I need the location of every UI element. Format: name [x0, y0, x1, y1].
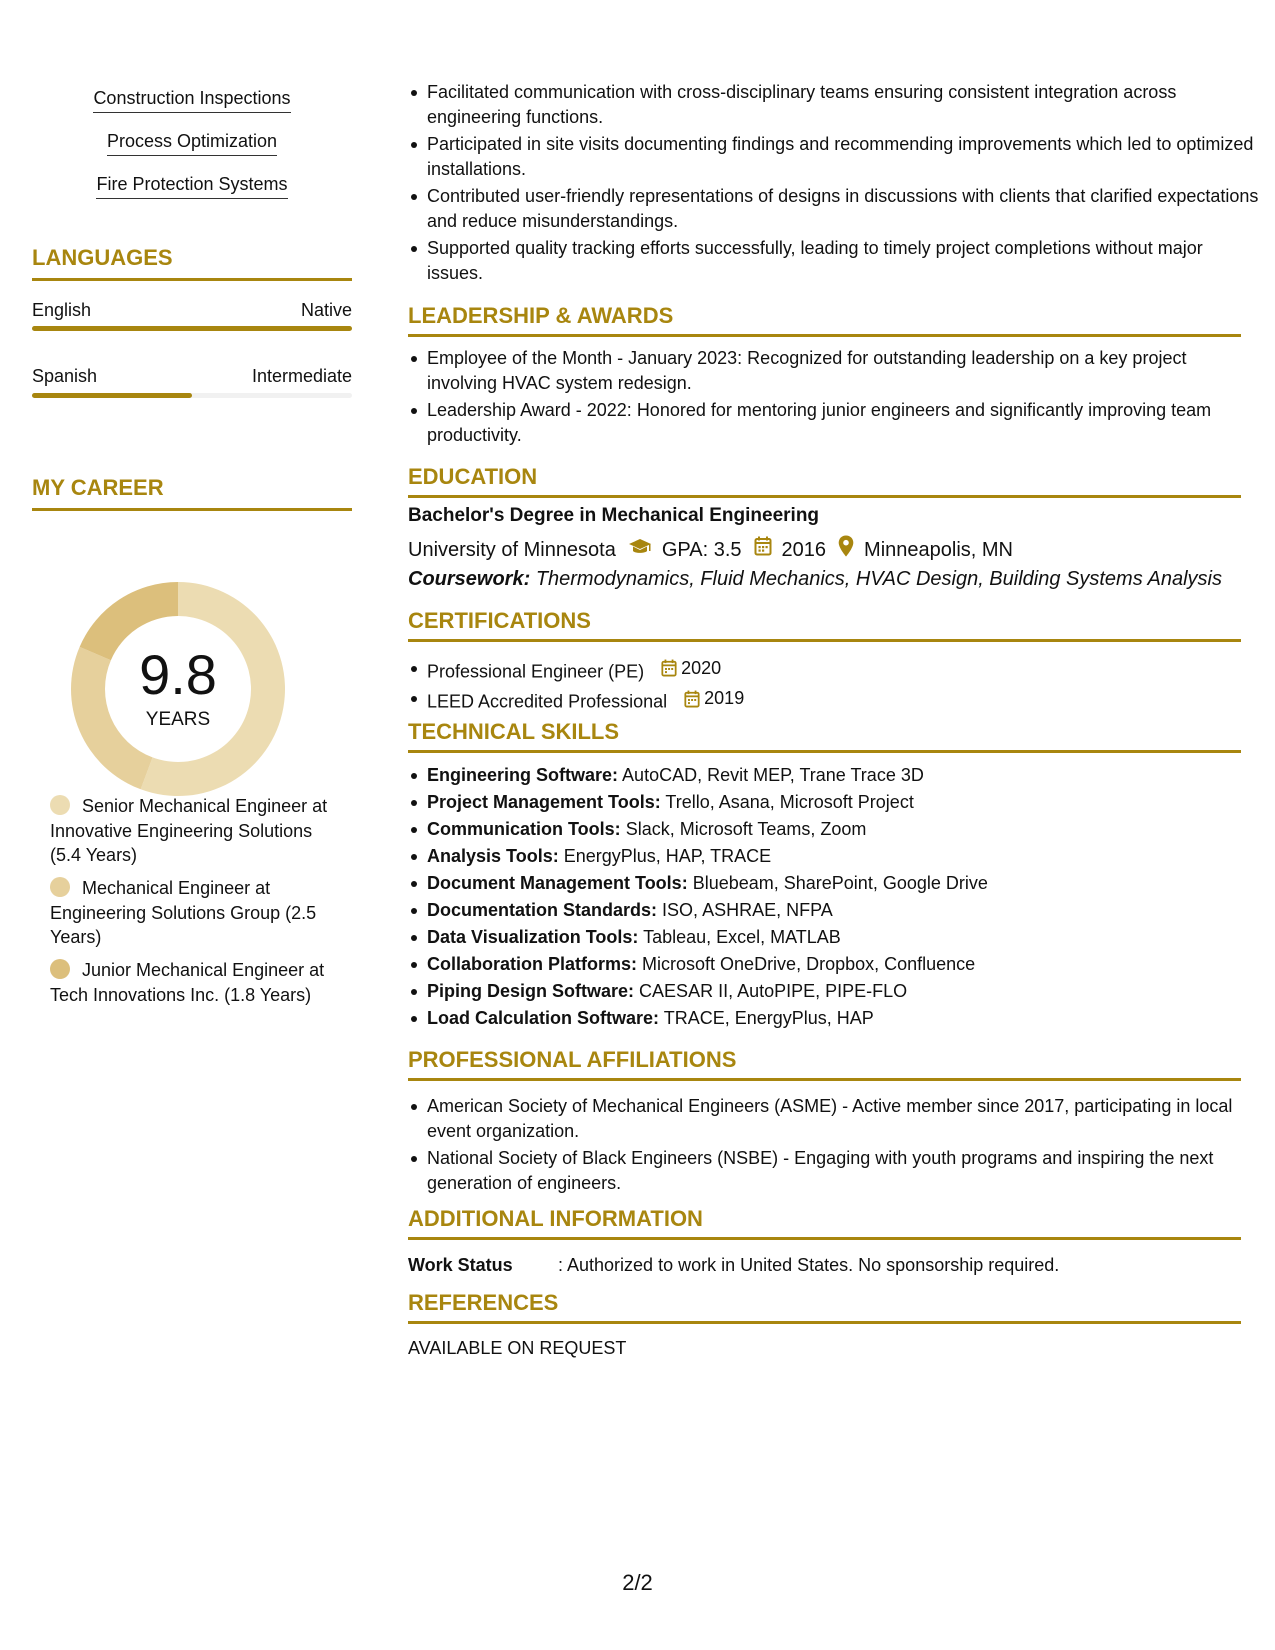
language-level: Intermediate [251, 366, 352, 386]
skill-label: Project Management Tools: [427, 792, 661, 812]
donut-slice [80, 582, 178, 660]
technical-skills-list [408, 763, 1260, 1033]
experience-bullets [408, 80, 1260, 288]
skill-tag-label: Construction Inspections [93, 86, 290, 113]
education-location: Minneapolis, MN [864, 538, 1013, 561]
list-item [427, 952, 1260, 977]
career-legend-label: Mechanical Engineer at Engineering Solutions Group (2.5 Years) [50, 878, 317, 947]
list-item: Employee of the Month - January 2023: Recognized for outstanding leadership on a key project involving HVAC system redesign. [427, 346, 1260, 395]
language-row [32, 298, 352, 322]
list-item [427, 871, 1260, 896]
coursework-value: Thermodynamics, Fluid Mechanics, HVAC Design, Building Systems Analysis [535, 568, 1222, 590]
affiliations-list [408, 1094, 1260, 1198]
education-details [408, 535, 1013, 564]
skill-value: Slack, Microsoft Teams, Zoom [625, 819, 867, 839]
additional-info-heading: ADDITIONAL INFORMATION [408, 1205, 1241, 1240]
language-proficiency-fill [32, 393, 192, 398]
certification-name: Professional Engineer (PE) [427, 661, 645, 682]
language-proficiency-bar [32, 393, 352, 398]
list-item [427, 898, 1260, 923]
skill-label: Collaboration Platforms: [427, 954, 638, 974]
skill-label: Document Management Tools: [427, 873, 688, 893]
skill-value: Trello, Asana, Microsoft Project [665, 792, 914, 812]
skill-value: AutoCAD, Revit MEP, Trane Trace 3D [622, 765, 924, 785]
education-coursework [408, 566, 1222, 592]
education-gpa: GPA: 3.5 [661, 538, 742, 561]
skill-tag-label: Process Optimization [107, 129, 277, 156]
skill-label: Analysis Tools: [427, 846, 559, 866]
map-pin-icon [838, 535, 854, 564]
list-item [427, 1006, 1260, 1031]
career-legend-label: Senior Mechanical Engineer at Innovative Engineering Solutions (5.4 Years) [50, 796, 328, 865]
education-year: 2016 [781, 538, 827, 561]
list-item [427, 925, 1260, 950]
skill-tag [32, 129, 352, 156]
references-heading: REFERENCES [408, 1289, 1241, 1324]
graduation-cap-icon [628, 537, 652, 563]
skill-tag-label: Fire Protection Systems [96, 172, 287, 199]
career-total-unit: YEARS [145, 709, 211, 730]
language-level: Native [300, 300, 352, 320]
certification-year: 2020 [681, 658, 722, 678]
work-status-label: Work Status [408, 1255, 513, 1275]
skill-tag [32, 172, 352, 199]
donut-slice [71, 647, 153, 789]
skill-value: Tableau, Excel, MATLAB [643, 927, 841, 947]
skill-label: Documentation Standards: [427, 900, 658, 920]
list-item: Participated in site visits documenting findings and recommending improvements which led to optimized installations. [427, 132, 1260, 181]
skill-value: EnergyPlus, HAP, TRACE [563, 846, 772, 866]
skill-value: TRACE, EnergyPlus, HAP [663, 1008, 874, 1028]
list-item: Supported quality tracking efforts successfully, leading to timely project completions without major issues. [427, 236, 1260, 285]
language-name: Spanish [32, 366, 98, 386]
list-item [427, 686, 1260, 714]
certifications-heading: CERTIFICATIONS [408, 607, 1241, 642]
list-item: American Society of Mechanical Engineers (ASME) - Active member since 2017, participating in local event organization. [427, 1094, 1260, 1143]
certification-name: LEED Accredited Professional [427, 691, 668, 712]
list-item [427, 979, 1260, 1004]
career-legend-item [50, 958, 332, 1007]
career-legend-item [50, 794, 332, 868]
career-donut-chart [66, 577, 290, 801]
skill-label: Engineering Software: [427, 765, 619, 785]
legend-dot [50, 877, 70, 897]
list-item [427, 763, 1260, 788]
certifications-list [408, 656, 1260, 717]
list-item: Leadership Award - 2022: Honored for mentoring junior engineers and significantly improving team productivity. [427, 398, 1260, 447]
page-number: 2/2 [622, 1570, 653, 1595]
education-heading: EDUCATION [408, 463, 1241, 498]
skill-label: Communication Tools: [427, 819, 621, 839]
career-heading: MY CAREER [32, 474, 352, 511]
career-legend-label: Junior Mechanical Engineer at Tech Innovations Inc. (1.8 Years) [50, 960, 325, 1005]
languages-heading: LANGUAGES [32, 244, 352, 281]
skill-label: Load Calculation Software: [427, 1008, 660, 1028]
list-item: National Society of Black Engineers (NSBE) - Engaging with youth programs and inspiring the next generation of engineers. [427, 1146, 1260, 1195]
technical-skills-heading: TECHNICAL SKILLS [408, 718, 1241, 753]
work-status-row [408, 1253, 1059, 1277]
language-proficiency-bar [32, 326, 352, 331]
leadership-list [408, 346, 1260, 450]
list-item: Contributed user-friendly representations of designs in discussions with clients that clarified expectations and reduce misunderstandings. [427, 184, 1260, 233]
skill-value: ISO, ASHRAE, NFPA [662, 900, 833, 920]
language-row [32, 364, 352, 388]
education-degree: Bachelor's Degree in Mechanical Engineering [408, 505, 820, 526]
list-item [427, 656, 1260, 684]
language-proficiency-fill [32, 326, 352, 331]
legend-dot [50, 959, 70, 979]
leadership-heading: LEADERSHIP & AWARDS [408, 302, 1241, 337]
skill-value: Microsoft OneDrive, Dropbox, Confluence [642, 954, 976, 974]
skill-value: Bluebeam, SharePoint, Google Drive [692, 873, 988, 893]
language-name: English [32, 300, 92, 320]
calendar-icon [684, 690, 700, 708]
work-status-value: : Authorized to work in United States. No sponsorship required. [558, 1255, 1060, 1275]
references-text: AVAILABLE ON REQUEST [408, 1338, 627, 1358]
skill-tag [32, 86, 352, 113]
calendar-icon [661, 659, 677, 677]
skill-value: CAESAR II, AutoPIPE, PIPE-FLO [639, 981, 908, 1001]
skill-label: Piping Design Software: [427, 981, 635, 1001]
affiliations-heading: PROFESSIONAL AFFILIATIONS [408, 1046, 1241, 1081]
coursework-label: Coursework: [408, 568, 531, 590]
list-item [427, 817, 1260, 842]
calendar-icon [754, 536, 772, 563]
career-total-value: 9.8 [139, 643, 217, 706]
certification-year: 2019 [704, 688, 745, 709]
list-item: Facilitated communication with cross-disciplinary teams ensuring consistent integration across engineering functions. [427, 80, 1260, 129]
career-legend-item [50, 876, 332, 950]
list-item [427, 844, 1260, 869]
list-item [427, 790, 1260, 815]
legend-dot [50, 795, 70, 815]
skill-label: Data Visualization Tools: [427, 927, 639, 947]
education-school: University of Minnesota [408, 538, 616, 561]
